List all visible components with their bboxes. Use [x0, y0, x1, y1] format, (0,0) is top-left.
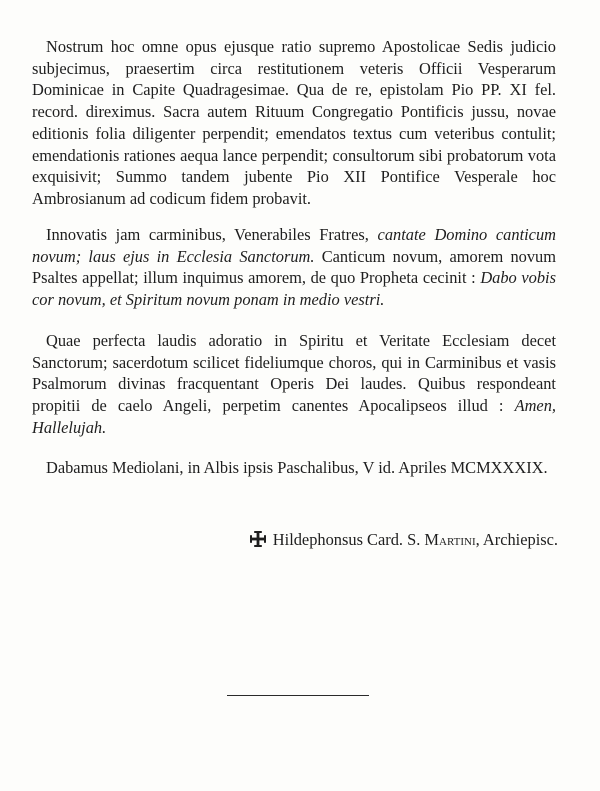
text-run: Canticum novum, amorem novum Psaltes appellat; illum inquimus amorem, de quo Propheta cecinit :: [32, 246, 556, 288]
italic-quotation: cantate Domino canticum novum; laus ejus in Ecclesia Sanctorum.: [32, 225, 556, 266]
paragraph-text: [32, 457, 556, 479]
paragraph-dating: [32, 457, 556, 479]
text-run: Quae perfecta laudis adoratio in Spiritu et Veritate Ecclesiam decet Sanctorum; sacerdotum scilicet fideliumque choros, qui in Carminibus et vasis Psalmorum divinas fracquentant Operis Dei laudes. Quibus respondeant propitii de caelo Angeli, perpetim canentes Apocalipseos illud :: [32, 331, 556, 416]
italic-quotation: Dabo vobis cor novum, et Spiritum novum ponam in medio vestri.: [32, 268, 556, 310]
text-run: Innovatis jam carminibus, Venerabiles Fratres,: [46, 225, 378, 244]
paragraph-adoration: [32, 330, 556, 439]
paragraph-new-song: [32, 224, 556, 311]
signature-suffix: , Archiepisc.: [475, 530, 558, 549]
signature-surname: Martini: [424, 530, 476, 549]
closing-rule: [227, 695, 369, 696]
paragraph-submission: [32, 36, 556, 210]
signature-line: [249, 529, 558, 551]
text-run: Dabamus Mediolani, in Albis ipsis Paschalibus, V id. Apriles MCMXXXIX.: [46, 458, 548, 477]
paragraph-text: [32, 224, 556, 311]
paragraph-text: [32, 36, 556, 210]
cross-potent-icon: [249, 530, 267, 548]
paragraph-text: [32, 330, 556, 439]
italic-quotation: Amen, Hallelujah.: [32, 396, 556, 437]
text-run: Nostrum hoc omne opus ejusque ratio supremo Apostolicae Sedis judicio subjecimus, praesertim circa restitutionem veteris Officii Vesperarum Dominicae in Capite Quadragesimae. Qua de re, epistolam Pio PP. XI fel. record. direximus. Sacra autem Rituum Congregatio Pontificis jussu, novae editionis folia diligenter perpendit; emendatos textus cum veteribus contulit; emendationis rationes aequa lance perpendit; consultorum sibi probatorum vota exquisivit; Summo tandem jubente Pio XII Pontifice Vesperale hoc Ambrosianum ad codicum fidem probavit.: [32, 37, 556, 208]
signature-prefix: Hildephonsus Card. S.: [272, 530, 425, 549]
